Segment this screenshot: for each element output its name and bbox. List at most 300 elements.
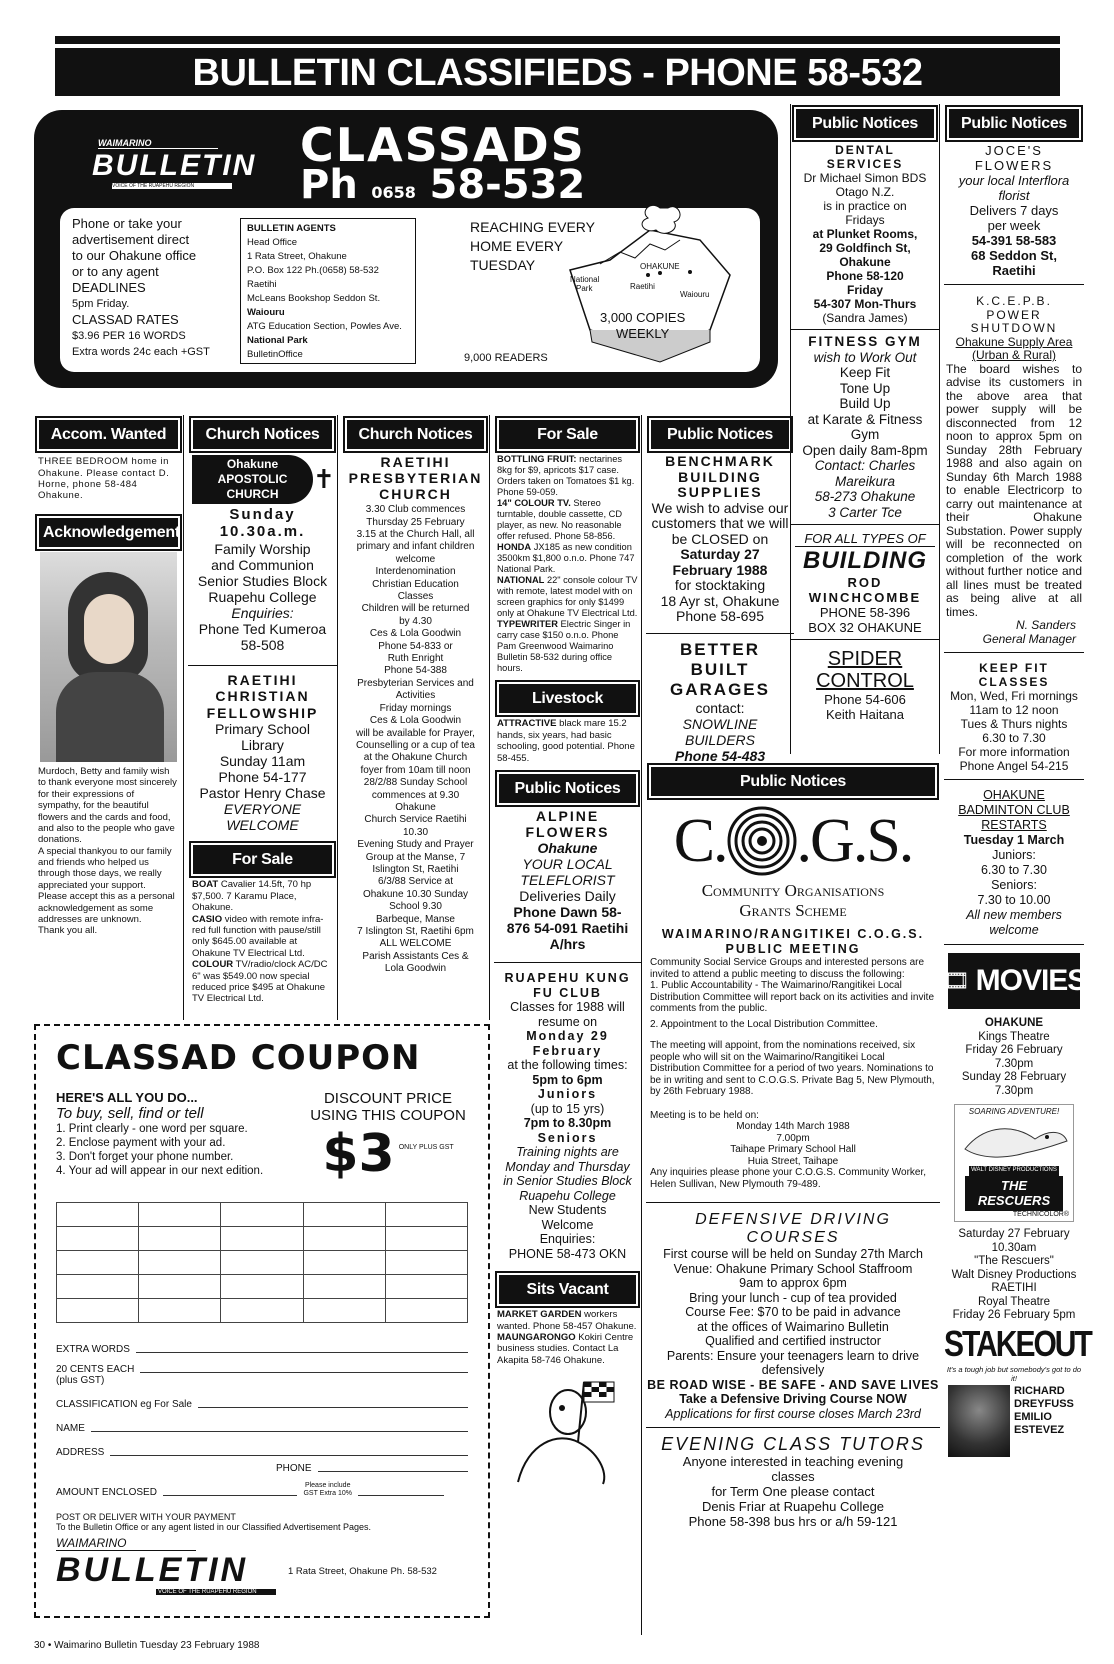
grid-cell[interactable] (385, 1251, 467, 1275)
info-line: Taihape Primary School Hall (730, 1144, 856, 1156)
info-line: and Communion (211, 556, 314, 573)
info-line: Phone 58-120 (826, 269, 904, 284)
sale-item: HONDA JX185 as new condition 3500km $1,800 o.n.o. Phone 747 National Park. (497, 542, 635, 575)
grid-cell[interactable] (303, 1203, 385, 1227)
info-line: Tues & Thurs nights (960, 717, 1068, 732)
info-line: WINCHCOMBE (808, 590, 922, 606)
info-line: DEFENSIVE DRIVING (695, 1211, 891, 1229)
cogs-para: 2. Appointment to the Local Distribution Committee. (650, 1018, 878, 1030)
info-line: 10.30 (402, 826, 429, 838)
ack-text: Murdoch, Betty and family wish to thank everyone most sincerely for their expressions of sympathy, for the beautiful flowers and the cards and food, and also to the people who gave donations. (38, 765, 177, 846)
info-line: Ohakune (395, 801, 436, 813)
info-line: TELEFLORIST (520, 872, 615, 889)
signature-line: N. Sanders (1015, 618, 1076, 633)
grid-cell[interactable] (139, 1275, 221, 1299)
info-line: Phone 54-606 (824, 692, 906, 708)
info-line: Tone Up (839, 380, 891, 396)
column-2 (188, 415, 338, 1020)
phone-code: 0658 (371, 183, 416, 202)
copies-line: WEEKLY (616, 326, 670, 341)
grid-cell[interactable] (303, 1251, 385, 1275)
rate: $3.96 PER 16 WORDS (72, 330, 186, 342)
spider-notice (791, 640, 939, 722)
grid-row (57, 1203, 468, 1227)
post-line: POST OR DELIVER WITH YOUR PAYMENT (56, 1512, 236, 1522)
field-extra-words[interactable] (56, 1331, 468, 1355)
sale-item: BOTTLING FRUIT: nectarines 8kg for $9, apricots $17 case. Orders taken on Tomatoes $1 kg. Phone 59-059. (497, 454, 635, 498)
info-line: Children will be returned (361, 603, 470, 615)
info-line: JOCE'S (985, 143, 1043, 159)
info-line: Monday 29 (526, 1029, 609, 1044)
reach-line: TUESDAY (470, 257, 536, 273)
sits-vacant-header: Sits Vacant (499, 1275, 636, 1304)
info-line: BUILT (690, 659, 750, 679)
info-line: Huia Street, Taihape (747, 1155, 839, 1167)
grid-cell[interactable] (139, 1203, 221, 1227)
info-line: School 9.30 (389, 901, 442, 913)
info-line: ALPINE (535, 808, 600, 825)
info-line: Open daily 8am-8pm (802, 442, 928, 458)
movies-kings (944, 1017, 1084, 1098)
info-line: 54-307 Mon-Thurs (813, 297, 917, 312)
info-line: Phone 54-483 (674, 747, 766, 764)
info-line: Delivers 7 days (969, 203, 1059, 219)
info-line: BENCHMARK (665, 453, 775, 470)
grid-cell[interactable] (221, 1227, 303, 1251)
reach-line: HOME EVERY (470, 238, 564, 254)
info-line: Barbeque, Manse (376, 913, 455, 925)
title-line: PRESBYTERIAN (348, 470, 483, 487)
column-3 (342, 415, 490, 1020)
info-line: Deliveries Daily (519, 888, 616, 905)
info-line: 68 Seddon St, (971, 248, 1057, 264)
reach-line: REACHING EVERY (470, 219, 595, 235)
cogs-para: Any inquiries please phone your C.O.G.S. Community Worker, Helen Sullivan, New Plymouth 79-489. (650, 1167, 927, 1190)
coupon-heres: HERE'S ALL YOU DO... (56, 1090, 198, 1105)
info-line: for stocktaking (674, 577, 766, 594)
info-line: BADMINTON CLUB (958, 803, 1070, 818)
info-line: Anyone interested in teaching evening (682, 1454, 904, 1470)
info-line: 54-391 58-583 (971, 233, 1057, 249)
agents-line: Head Office (247, 237, 297, 248)
info-line: Family Worship (214, 540, 311, 557)
page-footer: 30 • Waimarino Bulletin Tuesday 23 February 1988 (34, 1640, 260, 1651)
info-line: OHAKUNE (983, 788, 1045, 803)
info-line: RAETIHI (227, 672, 298, 689)
info-line: Christian Education (372, 578, 459, 590)
info-line: will be available for Prayer, (356, 727, 475, 739)
coupon-title: CLASSAD COUPON (56, 1038, 421, 1078)
info-line: RUAPEHU KUNG (504, 971, 631, 986)
apostolic-info (188, 506, 337, 653)
info-line: 7pm to 8.30pm (523, 1116, 612, 1131)
info-line: 10.30am (991, 1241, 1037, 1254)
grid-cell[interactable] (303, 1299, 385, 1323)
step: 1. Print clearly - one word per square. (56, 1123, 248, 1135)
sits-list (494, 1309, 641, 1366)
field-label: AMOUNT ENCLOSED (56, 1487, 157, 1498)
info-line: FELLOWSHIP (206, 704, 319, 721)
keepfit-notice (944, 653, 1084, 780)
field-address[interactable] (56, 1434, 468, 1458)
grid-cell[interactable] (385, 1299, 467, 1323)
info-line: FLOWERS (525, 824, 610, 841)
movies-title: MOVIES (975, 964, 1087, 998)
info-line: by 4.30 (399, 615, 432, 627)
column-1 (34, 415, 184, 1020)
info-line: BE ROAD WISE - BE SAFE - AND SAVE LIVES (647, 1377, 939, 1392)
info-line: RESTARTS (981, 818, 1047, 833)
grid-cell[interactable] (385, 1203, 467, 1227)
agents-line: ATG Education Section, Powles Ave. (247, 321, 402, 332)
readers-text: 9,000 READERS (464, 352, 548, 364)
kcepb-notice (944, 285, 1084, 653)
info-line: 28/2/88 Sunday School (363, 777, 468, 789)
agents-line: P.O. Box 122 Ph.(0658) 58-532 Raetihi (247, 265, 379, 290)
info-line: 3.15 at the Church Hall, all (356, 529, 475, 540)
info-line: at Plunket Rooms, (812, 227, 918, 242)
info-line: be CLOSED on (671, 530, 769, 547)
info-line: 7.00pm (776, 1132, 810, 1144)
grid-cell[interactable] (57, 1251, 139, 1275)
sits-item: MARKET GARDEN workers wanted. Phone 58-457 Ohakune. (497, 1309, 637, 1332)
grid-cell[interactable] (385, 1227, 467, 1251)
title-line: RAETIHI (380, 454, 451, 471)
grid-cell[interactable] (57, 1275, 139, 1299)
for-sale-header-2: For Sale (499, 420, 636, 449)
info-line: Ohakune (537, 840, 598, 857)
grid-cell[interactable] (139, 1227, 221, 1251)
info-line: commences at 9.30 (371, 789, 460, 801)
benchmark-notice (646, 454, 794, 625)
poster-tech: TECHNICOLOR® (1012, 1210, 1069, 1218)
info-line: Phone Dawn 58- (513, 904, 622, 921)
agents-title: BULLETIN AGENTS (247, 223, 336, 234)
grid-cell[interactable] (221, 1275, 303, 1299)
coupon-address: 1 Rata Street, Ohakune Ph. 58-532 (288, 1566, 437, 1577)
info-line: florist (998, 188, 1030, 204)
church-notices-header-2: Church Notices (347, 420, 484, 449)
cogs-para: Meeting is to be held on: (650, 1109, 759, 1121)
coupon-price: $3 (322, 1124, 395, 1184)
sale-item: TYPEWRITER Electric Singer in carry case $150 o.n.o. Phone Pam Greenwood Waimarino Bulletin 58-532 during office hours. (497, 619, 631, 674)
word-grid[interactable] (56, 1202, 468, 1323)
info-line: Contact: Charles (814, 458, 916, 474)
coupon-buy: To buy, sell, find or tell (56, 1105, 204, 1122)
grid-cell[interactable] (139, 1299, 221, 1323)
info-line: Classes for 1988 will (510, 1000, 625, 1015)
info-line: (Sandra James) (822, 311, 908, 326)
extra-rate: Extra words 24c each +GST (72, 346, 210, 358)
grid-cell[interactable] (385, 1275, 467, 1299)
sale-item: BOAT Cavalier 14.5ft, 70 hp $7,500. 7 Karamu Place, Ohakune. (192, 879, 312, 914)
badge-line: CHURCH (226, 487, 279, 502)
field-phone[interactable] (56, 1458, 468, 1474)
map-label-ohakune: OHAKUNE (640, 262, 680, 271)
badminton-notice (944, 780, 1084, 945)
apostolic-badge (192, 455, 333, 504)
info-line: CLASSES (978, 675, 1050, 690)
info-line: Seniors (537, 1130, 598, 1145)
info-line: PUBLIC MEETING (725, 942, 861, 957)
cast-line: RICHARD (1014, 1384, 1065, 1397)
stakeout-cast (948, 1385, 1080, 1457)
sits-item: MAUNGARONGO Kokiri Centre business studies. Contact La Akapita 58-746 Ohakune. (497, 1332, 634, 1366)
info-line: 7.30 to 10.00 (977, 893, 1051, 908)
info-line: All new members (966, 908, 1062, 923)
info-line: Pastor Henry Chase (199, 785, 326, 801)
info-line: BUILDING (803, 547, 927, 575)
film-reel-icon: 🎞 (941, 967, 970, 993)
info-line: Bring your lunch - cup of tea provided (689, 1290, 897, 1305)
info-line: DENTAL (835, 143, 895, 158)
kungfu-club (494, 962, 641, 1261)
info-line: Phone 54-388 (384, 665, 447, 677)
gym-notice (791, 330, 939, 525)
info-line: Ces & Lola Goodwin (369, 628, 462, 640)
info-line: Grants Scheme (739, 901, 847, 921)
info-line: 3 Carter Tce (828, 504, 902, 520)
info-line: Take a Defensive Driving Course NOW (679, 1392, 907, 1407)
info-line: Kings Theatre (978, 1030, 1050, 1043)
ack-text: A special thankyou to our family and friends who helped us through those days, we really appreciated your support. (38, 845, 172, 891)
info-line: primary and infant children (356, 541, 475, 553)
grid-cell[interactable] (303, 1227, 385, 1251)
info-line: Ohakune 10.30 Sunday (362, 888, 469, 900)
field-name[interactable] (56, 1410, 468, 1434)
info-line: at Karate & Fitness (807, 411, 923, 427)
info-line: Ohakune (839, 255, 891, 270)
info-line: for Term One please contact (711, 1484, 875, 1500)
phone-number: 58-532 (429, 162, 586, 208)
cogs-logo: C. .G.S. (673, 806, 913, 875)
info-line: BUILDERS (684, 731, 756, 748)
info-line: BOX 32 OHAKUNE (808, 620, 922, 636)
info-line: Venue: Ohakune Primary School Staffroom (673, 1261, 913, 1276)
info-line: at the offices of Waimarino Bulletin (697, 1319, 889, 1334)
info-line: SPIDER (827, 648, 903, 671)
info-line: CONTROL (816, 670, 914, 693)
field-20-cents[interactable] (56, 1355, 468, 1375)
map-label-raetihi: Raetihi (630, 282, 655, 291)
grid-cell[interactable] (221, 1203, 303, 1227)
info-line: 6.30 to 7.30 (982, 731, 1046, 746)
intro-line: advertisement direct (72, 232, 190, 247)
field-amount[interactable] (56, 1474, 468, 1498)
field-label: NAME (56, 1423, 85, 1434)
info-line: Sunday (229, 506, 296, 524)
discount-line: USING THIS COUPON (310, 1107, 466, 1124)
info-line: Walt Disney Productions (951, 1268, 1077, 1281)
info-line: Phone Angel 54-215 (959, 759, 1069, 774)
grid-cell[interactable] (303, 1275, 385, 1299)
info-line: Saturday 27 (680, 546, 760, 563)
field-label: 20 CENTS EACH (56, 1364, 135, 1375)
logo-text: BULLETIN (56, 1551, 249, 1589)
grid-cell[interactable] (221, 1251, 303, 1275)
field-label: (plus GST) (56, 1375, 105, 1386)
info-line: Royal Theatre (977, 1295, 1051, 1308)
agents-line: McLeans Bookshop Seddon St. (247, 293, 381, 304)
grid-cell[interactable] (221, 1299, 303, 1323)
field-classification[interactable] (56, 1386, 468, 1410)
info-line: per week (987, 218, 1041, 234)
info-line: Church Service Raetihi (364, 814, 467, 826)
presbyterian-title (342, 454, 489, 502)
deadlines-label: DEADLINES (72, 280, 146, 295)
grid-cell[interactable] (57, 1203, 139, 1227)
dental-notice (791, 143, 939, 330)
info-line: KEEP FIT (979, 661, 1049, 676)
info-line: SNOWLINE (682, 715, 758, 732)
grid-cell[interactable] (139, 1251, 221, 1275)
map-label-national: National (570, 275, 600, 284)
info-line: contact: (695, 699, 745, 716)
rates-label: CLASSAD RATES (72, 312, 179, 327)
info-line: Evening Study and Prayer (357, 839, 474, 851)
livestock-item: ATTRACTIVE black mare 15.2 hands, six years, had basic schooling, good potential. Phone 58-455. (497, 718, 635, 764)
grid-cell[interactable] (57, 1227, 139, 1251)
logo-small: WAIMARINO (56, 1536, 196, 1551)
cogs-para: Community Social Service Groups and interested persons are invited to attend a public meeting to discuss the following: (650, 957, 925, 980)
public-notices-header-7: Public Notices (949, 109, 1079, 138)
info-line: your local Interflora (958, 173, 1070, 189)
info-line: CHRISTIAN (215, 688, 310, 705)
logo-text: BULLETIN (92, 149, 257, 182)
info-line: EVERYONE (223, 801, 302, 818)
garages-notice (646, 633, 794, 764)
info-line: Friday (846, 283, 883, 298)
info-line: FITNESS GYM (808, 334, 922, 350)
title-line: CHURCH (379, 486, 452, 503)
cross-icon: ✝ (313, 464, 335, 495)
info-line: Course Fee: $70 to be paid in advance (685, 1305, 901, 1320)
info-line: "The Rescuers" (974, 1255, 1054, 1268)
info-line: First course will be held on Sunday 27th March (663, 1247, 923, 1262)
info-line: Keith Haitana (825, 707, 905, 723)
presbyterian-body (342, 504, 489, 975)
banner-title: CLASSADS (300, 118, 586, 172)
info-line: New Students (528, 1203, 607, 1218)
info-line: 7.30pm (994, 1084, 1034, 1097)
for-sale-header: For Sale (193, 845, 332, 874)
info-line: SUPPLIES (677, 484, 763, 501)
info-line: Mareikura (834, 473, 896, 489)
copies-text (600, 310, 685, 342)
map-label-park: Park (576, 284, 593, 293)
info-line: Seniors: (991, 878, 1037, 893)
info-line: Friday mornings (379, 702, 452, 714)
intro-line: or to any agent (72, 264, 159, 279)
discount-line: DISCOUNT PRICE (323, 1090, 453, 1107)
info-line: Activities (395, 690, 436, 702)
column-4 (494, 415, 642, 1635)
stakeout-title: STAKEOUT (944, 1324, 1091, 1364)
info-line: Ruapehu College (208, 588, 317, 605)
info-line: RAETIHI (991, 1282, 1037, 1295)
info-line: Dr Michael Simon BDS (803, 171, 927, 186)
public-notices-header-4: Public Notices (499, 774, 636, 803)
mid-notices (646, 762, 940, 1642)
defensive-driving (646, 1202, 940, 1421)
info-line: Community Organisations (701, 881, 885, 901)
logo-tag: VOICE OF THE RUAPEHU REGION (112, 183, 232, 189)
stakeout-tag: It's a tough job but somebody's got to do it! (946, 1364, 1082, 1383)
info-line: Ohakune Supply Area (955, 334, 1073, 349)
logo-tag: VOICE OF THE RUAPEHU REGION (156, 1589, 276, 1595)
grid-row (57, 1227, 468, 1251)
step: 4. Your ad will appear in our next edition. (56, 1165, 264, 1177)
info-line: Sunday 28 February (961, 1071, 1067, 1084)
building-notice (791, 525, 939, 640)
info-line: 7 Islington St, Raetihi 6pm (357, 926, 474, 937)
for-sale-list-2 (494, 454, 641, 674)
info-line: 9am to approx 6pm (739, 1276, 847, 1291)
agents-box (240, 218, 416, 364)
info-line: FU CLUB (533, 985, 602, 1000)
info-line: Monday and Thursday (505, 1159, 630, 1174)
intro-line: Phone or take your (72, 216, 182, 231)
phone-prefix: Ph (300, 162, 358, 208)
badge-line: APOSTOLIC (217, 472, 288, 487)
info-line: Denis Friar at Ruapehu College (701, 1499, 885, 1515)
info-line: BETTER (680, 639, 760, 659)
info-line: Friday 26 February 5pm (952, 1309, 1076, 1322)
info-line: Ruth Enright (387, 653, 444, 665)
coupon-post (56, 1512, 468, 1532)
intro-line: to our Ohakune office (72, 248, 197, 263)
field-label: ADDRESS (56, 1447, 105, 1458)
info-line: 11am to 12 noon (969, 703, 1059, 718)
info-line: resume on (537, 1014, 598, 1029)
cogs-body (646, 957, 940, 1190)
cogs-para: The meeting will appoint, from the nominations received, six people who will sit on the Waimarino/Rangitikei Local Distribution Committee for a period of two years. Nominations to be in writing and sent to C.O.G.S. Private Bag 5, New Plymouth, by 26th February 1988. (650, 1040, 935, 1098)
fellowship-info (188, 665, 337, 833)
info-line: ROD (847, 575, 883, 591)
sale-item: COLOUR TV/radio/clock AC/DC 6" was $549.00 now special reduced price $495 at Ohakune TV Electrical Ltd. (192, 959, 328, 1005)
cogs-when (650, 1121, 936, 1167)
accom-text: THREE BEDROOM home in Ohakune. Please contact D. Horne, phone 58-484 Ohakune. (38, 456, 170, 502)
grid-cell[interactable] (57, 1299, 139, 1323)
map-label-waiouru: Waiouru (680, 290, 710, 299)
info-line: Counselling or a cup of tea (356, 739, 475, 751)
info-line: Primary School (215, 720, 310, 737)
cartoon-illustration (498, 1372, 638, 1492)
info-line: 3.30 Club commences (365, 504, 466, 516)
info-line: We wish to advise our (651, 499, 789, 516)
info-line: foyer from 10am till noon (360, 764, 471, 776)
cogs-spiral-icon (727, 806, 797, 876)
evening-class (646, 1427, 940, 1529)
masthead-rule (55, 36, 1060, 44)
info-line: Keep Fit (839, 365, 891, 381)
portrait-photo (40, 552, 177, 762)
column-7 (941, 104, 1091, 1634)
logo-small: WAIMARINO (98, 138, 218, 149)
info-line: Tuesday 1 March (963, 833, 1065, 848)
info-line: BUILDING (678, 468, 762, 485)
info-line: ALL WELCOME (379, 938, 452, 950)
grid-row (57, 1251, 468, 1275)
classad-coupon (34, 1024, 490, 1618)
info-line: Phone 58-695 (676, 608, 764, 625)
cogs-title (646, 927, 940, 957)
info-line: wish to Work Out (813, 349, 917, 365)
coupon-steps (56, 1122, 296, 1178)
grid-row (57, 1275, 468, 1299)
info-line: 5pm to 6pm (532, 1072, 603, 1087)
info-line: COURSES (746, 1229, 840, 1247)
